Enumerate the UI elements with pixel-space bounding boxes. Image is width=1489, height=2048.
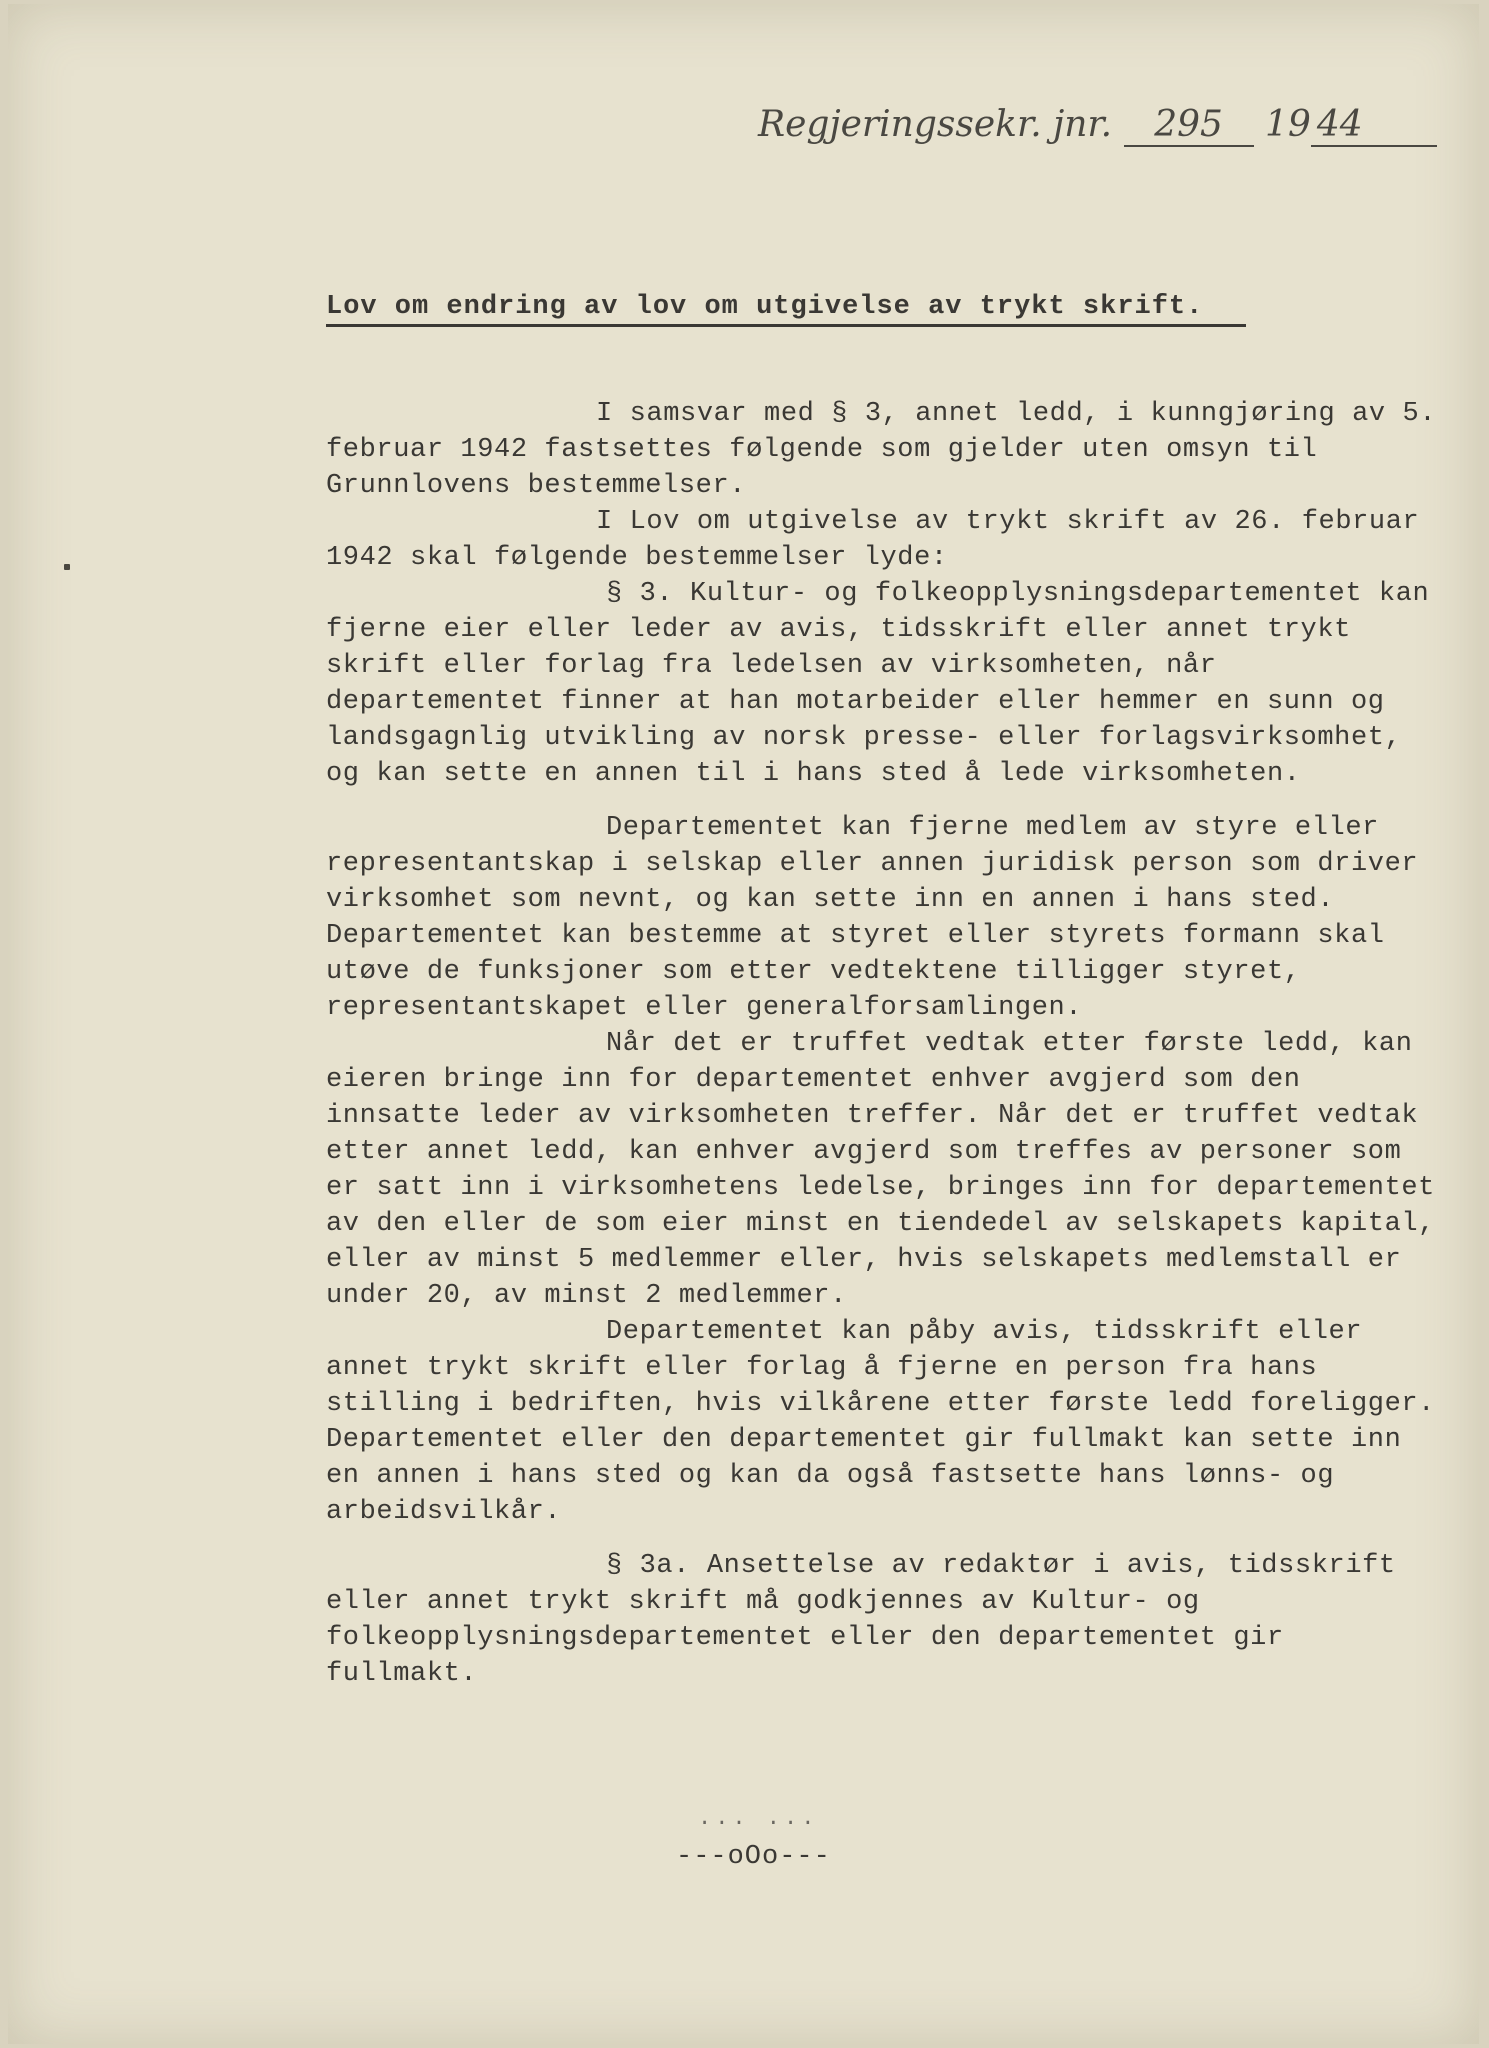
paragraph-section-3: § 3. Kultur- og folkeopplysningsdepartementet kan fjerne eier eller leder av avis, tidsskrift eller annet trykt skrift eller forlag fra ledelsen av virksomheten, når departementet finner at han motarbeider eller hemmer en sunn og landsgagnlig utvikling av norsk presse- eller forlagsvirksomhet, og kan sette en annen til i hans sted å lede virksomheten. — [326, 579, 1430, 789]
paragraph-section-3a: § 3a. Ansettelse av redaktør i avis, tidsskrift eller annet trykt skrift må godkjennes av Kultur- og folkeopplysningsdepartementet eller den departementet gir fullmakt. — [326, 1551, 1396, 1689]
paragraph-intro: I samsvar med § 3, annet ledd, i kunngjøring av 5. februar 1942 fastsettes følgende som gjelder uten omsyn til Grunnlovens bestemmelser. — [326, 399, 1437, 501]
paragraph-section-3-second: Departementet kan fjerne medlem av styre eller representantskap i selskap eller annen juridisk person som driver virksomhet som nevnt, og kan sette inn en annen i hans sted. Departementet kan bestemme at styret eller styrets formann skal utøve de funksjoner som etter vedtektene tilligger styret, representantskapet eller generalforsamlingen. — [326, 813, 1419, 1023]
journal-number: 295 — [1124, 104, 1254, 147]
year-prefix: 19 — [1265, 104, 1311, 145]
margin-mark — [64, 564, 70, 570]
registry-reference — [758, 104, 1363, 147]
paragraph-section-3-fourth: Departementet kan påby avis, tidsskrift eller annet trykt skrift eller forlag å fjerne en person fra hans stilling i bedriften, hvis vilkårene etter første ledd foreligger. Departementet eller den departementet gir fullmakt kan sette inn en annen i hans sted og kan da også fastsette hans lønns- og arbeidsvilkår. — [326, 1317, 1435, 1527]
document-title: Lov om endring av lov om utgivelse av trykt skrift. — [326, 292, 1246, 327]
document-page — [8, 4, 1479, 2044]
registry-label: Regjeringssekr. jnr. — [758, 104, 1113, 145]
paragraph-section-3-third: Når det er truffet vedtak etter første ledd, kan eieren bringe inn for departementet enhver avgjerd som den innsatte leder av virksomheten treffer. Når det er truffet vedtak etter annet ledd, kan enhver avgjerd som treffes av personer som er satt inn i virksomhetens ledelse, bringes inn for departementet av den eller de som eier minst en tiendedel av selskapets kapital, eller av minst 5 medlemmer eller, hvis selskapets medlemstall er under 20, av minst 2 medlemmer. — [326, 1029, 1435, 1311]
ellipsis-mark: ... ... — [698, 1806, 819, 1831]
year-suffix: 44 — [1311, 104, 1437, 147]
paragraph-amendment: I Lov om utgivelse av trykt skrift av 26. februar 1942 skal følgende bestemmelser lyde: — [326, 507, 1420, 573]
document-body — [326, 396, 1446, 1692]
end-mark: ---oOo--- — [676, 1842, 831, 1872]
